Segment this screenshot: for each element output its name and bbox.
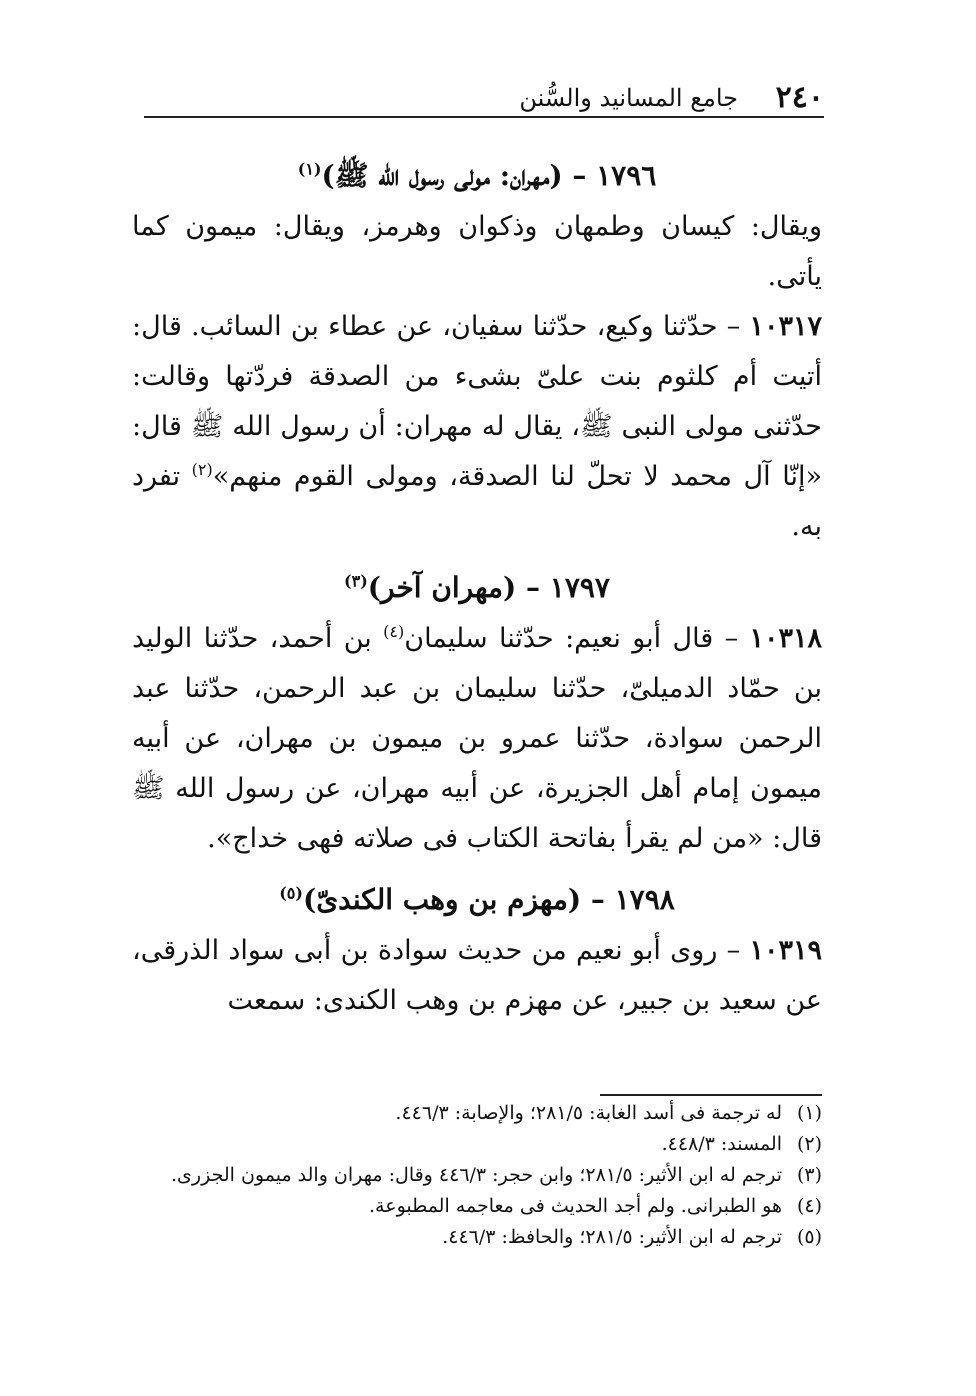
spacer xyxy=(132,552,822,562)
footnote-text: المسند: ٤٤٨/٣. xyxy=(661,1133,782,1155)
footnote-ref: (٢) xyxy=(191,460,213,479)
footnote-mark: (٥) xyxy=(796,1226,822,1248)
header-rule xyxy=(144,116,824,118)
entry-title: – (مهران آخر) xyxy=(367,571,541,604)
page-number: ٢٤٠ xyxy=(775,80,824,115)
footnote-text: ترجم له ابن الأثير: ٢٨١/٥؛ والحافظ: ٤٤٦/٣. xyxy=(442,1226,782,1248)
footnote-rule xyxy=(600,1094,822,1096)
entry-intro xyxy=(132,202,822,302)
hadith-number: ١٠٣١٩ xyxy=(749,935,822,966)
hadith-text: – قال أبو نعيم: حدّثنا سليمان xyxy=(404,623,739,654)
hadith-number: ١٠٣١٨ xyxy=(749,623,822,654)
footnote-ref: (٥) xyxy=(279,883,303,903)
entry-title: – (مهزم بن وهب الكندىّ) xyxy=(302,883,605,916)
footnote-mark: (١) xyxy=(796,1102,822,1124)
hadith-paragraph xyxy=(132,926,822,1026)
footnote xyxy=(126,1129,822,1160)
footnote-text: هو الطبرانى. ولم أجد الحديث فى معاجمه المطبوعة. xyxy=(369,1195,782,1217)
entry-heading xyxy=(132,562,822,614)
footnote xyxy=(126,1222,822,1253)
footnote xyxy=(126,1160,822,1191)
running-title: جامع المسانيد والسُّنن xyxy=(519,84,738,112)
entry-number: ١٧٩٨ xyxy=(614,883,675,916)
footnote-mark: (٢) xyxy=(796,1133,822,1155)
hadith-text: – حدّثنا وكيع، حدّثنا سفيان، عن عطاء بن السائب. قال: أتيت أم كلثوم بنت علىّ بشىء من الصدقة فردّتها وقالت: حدّثنى مولى النبى ﷺ، يقال له مهران: أن رسول الله ﷺ قال: «إنّا آل محمد لا تحلّ لنا الصدقة، ومولى القوم منهم» xyxy=(132,311,822,492)
entry-number: ١٧٩٧ xyxy=(549,571,610,604)
footnote-text: له ترجمة فى أسد الغابة: ٢٨١/٥؛ والإصابة: ٤٤٦/٣. xyxy=(395,1102,782,1124)
hadith-text: – روى أبو نعيم من حديث سوادة بن أبى سواد الذرقى، عن سعيد بن جبير، عن مهزم بن وهب الكندى: سمعت xyxy=(132,935,822,1016)
hadith-paragraph xyxy=(132,302,822,552)
entry-number: ١٧٩٦ xyxy=(596,159,657,192)
footnote-mark: (٣) xyxy=(796,1164,822,1186)
entry-title: – (مهران: مولى رسول الله ﷺ) xyxy=(321,159,587,192)
hadith-text-end: بن أحمد، حدّثنا الوليد بن حمّاد الدميلىّ، حدّثنا سليمان بن عبد الرحمن، حدّثنا عبد الرحمن سوادة، حدّثنا عمرو بن ميمون بن مهران، عن أبيه ميمون إمام أهل الجزيرة، عن أبيه مهران، عن رسول الله ﷺ قال: «من لم يقرأ بفاتحة الكتاب فى صلاته فهى خداج». xyxy=(132,623,822,854)
hadith-number: ١٠٣١٧ xyxy=(749,311,822,342)
hadith-paragraph xyxy=(132,614,822,864)
footnote-ref: (٤) xyxy=(383,622,405,641)
footnote xyxy=(126,1098,822,1129)
main-text xyxy=(132,150,822,1026)
footnote-mark: (٤) xyxy=(796,1195,822,1217)
footnote-ref: (٣) xyxy=(344,571,368,591)
footnote xyxy=(126,1191,822,1222)
entry-intro-text: ويقال: كيسان وطمهان وذكوان وهرمز، ويقال: ميمون كما يأتى. xyxy=(132,211,822,292)
entry-heading xyxy=(132,150,822,202)
spacer xyxy=(132,864,822,874)
hadith-text-end: تفرد به. xyxy=(132,461,822,542)
footnotes xyxy=(126,1098,822,1253)
footnote-ref: (١) xyxy=(297,159,322,179)
footnote-text: ترجم له ابن الأثير: ٢٨١/٥؛ وابن حجر: ٤٤٦/٣ وقال: مهران والد ميمون الجزرى. xyxy=(171,1164,782,1186)
entry-heading xyxy=(132,874,822,926)
page-header xyxy=(140,78,824,118)
